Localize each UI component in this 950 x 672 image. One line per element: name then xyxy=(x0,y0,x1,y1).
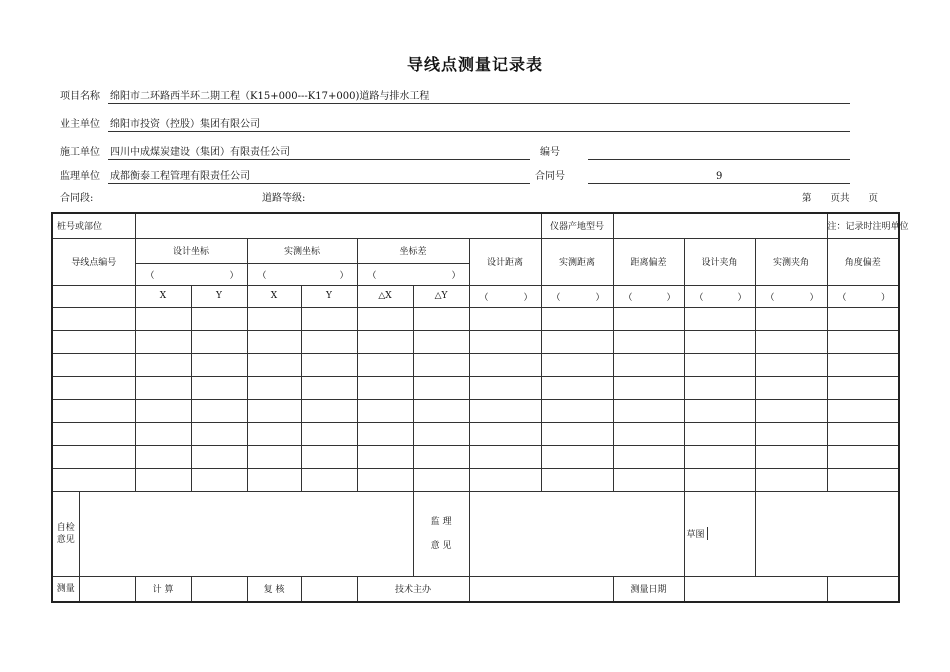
table-cell[interactable] xyxy=(52,445,135,468)
contract-no-label: 合同号 xyxy=(535,171,565,182)
contractor-label: 施工单位 xyxy=(60,147,100,158)
table-cell[interactable] xyxy=(191,422,247,445)
number-underline xyxy=(588,159,850,160)
supervisor-label: 监理单位 xyxy=(60,171,100,182)
table-cell[interactable] xyxy=(541,376,613,399)
point-no-blank xyxy=(52,285,135,307)
table-cell[interactable] xyxy=(413,353,469,376)
diff-x-label: △X xyxy=(357,285,413,307)
angle-dev-label: 角度偏差 xyxy=(827,238,899,285)
table-cell[interactable] xyxy=(413,399,469,422)
table-cell[interactable] xyxy=(52,422,135,445)
table-cell[interactable] xyxy=(52,399,135,422)
table-cell[interactable] xyxy=(357,353,413,376)
table-cell[interactable] xyxy=(541,422,613,445)
table-cell[interactable] xyxy=(827,445,899,468)
dist-dev-label: 距离偏差 xyxy=(613,238,684,285)
dist-dev-unit: （ ） xyxy=(613,285,684,307)
table-cell[interactable] xyxy=(191,376,247,399)
supervision-value[interactable] xyxy=(469,491,684,576)
table-cell[interactable] xyxy=(357,330,413,353)
table-cell[interactable] xyxy=(247,399,301,422)
table-cell[interactable] xyxy=(755,399,827,422)
header-row-1 xyxy=(52,238,899,263)
table-cell[interactable] xyxy=(755,330,827,353)
table-cell[interactable] xyxy=(755,353,827,376)
design-coord-unit: （ ） xyxy=(135,263,247,285)
calc-value[interactable] xyxy=(191,576,247,602)
table-cell[interactable] xyxy=(684,445,755,468)
table-cell[interactable] xyxy=(301,422,357,445)
design-y-label: Y xyxy=(191,285,247,307)
measured-y-label: Y xyxy=(301,285,357,307)
supervision-label: 监 理 意 见 xyxy=(413,491,469,576)
measured-x-label: X xyxy=(247,285,301,307)
measured-dist-unit: （ ） xyxy=(541,285,613,307)
table-cell[interactable] xyxy=(135,376,191,399)
sketch-label: 草图 xyxy=(685,527,708,540)
table-cell[interactable] xyxy=(247,468,301,491)
sketch-value[interactable] xyxy=(755,491,899,576)
table-cell[interactable] xyxy=(301,376,357,399)
table-cell[interactable] xyxy=(413,307,469,330)
table-cell[interactable] xyxy=(755,376,827,399)
table-cell[interactable] xyxy=(301,399,357,422)
table-cell[interactable] xyxy=(413,445,469,468)
road-grade-label: 道路等级: xyxy=(262,193,306,204)
table-cell[interactable] xyxy=(469,353,541,376)
table-row xyxy=(52,445,899,468)
owner-value: 绵阳市投资（控股）集团有限公司 xyxy=(110,119,260,130)
table-cell[interactable] xyxy=(413,468,469,491)
review-value[interactable] xyxy=(301,576,357,602)
table-cell[interactable] xyxy=(469,376,541,399)
station-value[interactable] xyxy=(135,213,541,238)
design-x-label: X xyxy=(135,285,191,307)
table-cell[interactable] xyxy=(684,422,755,445)
table-cell[interactable] xyxy=(469,307,541,330)
table-cell[interactable] xyxy=(191,399,247,422)
project-label: 项目名称 xyxy=(60,91,100,102)
station-label: 桩号或部位 xyxy=(52,213,135,238)
table-cell[interactable] xyxy=(52,353,135,376)
table-cell[interactable] xyxy=(613,468,684,491)
table-cell[interactable] xyxy=(684,468,755,491)
design-coord-label: 设计坐标 xyxy=(135,238,247,263)
measured-coord-label: 实测坐标 xyxy=(247,238,357,263)
table-cell[interactable] xyxy=(191,353,247,376)
table-cell[interactable] xyxy=(135,445,191,468)
table-cell[interactable] xyxy=(191,445,247,468)
table-cell[interactable] xyxy=(52,468,135,491)
design-angle-unit: （ ） xyxy=(684,285,755,307)
table-cell[interactable] xyxy=(301,445,357,468)
contractor-underline xyxy=(108,159,530,160)
supervisor-underline xyxy=(108,183,530,184)
table-cell[interactable] xyxy=(135,330,191,353)
measured-dist-label: 实测距离 xyxy=(541,238,613,285)
owner-label: 业主单位 xyxy=(60,119,100,130)
station-row xyxy=(52,213,899,238)
table-cell[interactable] xyxy=(469,422,541,445)
table-cell[interactable] xyxy=(755,445,827,468)
section-label: 合同段: xyxy=(60,193,94,204)
table-cell[interactable] xyxy=(247,376,301,399)
table-cell[interactable] xyxy=(135,422,191,445)
table-cell[interactable] xyxy=(52,376,135,399)
table-cell[interactable] xyxy=(541,307,613,330)
measured-coord-unit: （ ） xyxy=(247,263,357,285)
measure-date-value[interactable] xyxy=(684,576,827,602)
table-cell[interactable] xyxy=(684,399,755,422)
table-cell[interactable] xyxy=(357,445,413,468)
contractor-value: 四川中成煤炭建设（集团）有限责任公司 xyxy=(110,147,290,158)
supervisor-value: 成都衡泰工程管理有限责任公司 xyxy=(110,171,250,182)
table-cell[interactable] xyxy=(135,399,191,422)
table-row xyxy=(52,399,899,422)
table-cell[interactable] xyxy=(827,399,899,422)
contract-no-underline xyxy=(588,183,850,184)
table-cell[interactable] xyxy=(357,422,413,445)
table-cell[interactable] xyxy=(301,353,357,376)
number-label: 编号 xyxy=(540,147,560,158)
table-cell[interactable] xyxy=(301,468,357,491)
table-cell[interactable] xyxy=(52,307,135,330)
table-cell[interactable] xyxy=(135,307,191,330)
table-cell[interactable] xyxy=(191,468,247,491)
measure-value[interactable] xyxy=(79,576,135,602)
table-cell[interactable] xyxy=(247,330,301,353)
design-dist-unit: （ ） xyxy=(469,285,541,307)
coord-diff-label: 坐标差 xyxy=(357,238,469,263)
table-cell[interactable] xyxy=(469,468,541,491)
measured-angle-label: 实测夹角 xyxy=(755,238,827,285)
table-cell[interactable] xyxy=(541,399,613,422)
table-cell[interactable] xyxy=(541,353,613,376)
table-cell[interactable] xyxy=(613,330,684,353)
table-row xyxy=(52,376,899,399)
header-row-3 xyxy=(52,285,899,307)
table-cell[interactable] xyxy=(613,399,684,422)
table-cell[interactable] xyxy=(357,307,413,330)
design-angle-label: 设计夹角 xyxy=(684,238,755,285)
table-cell[interactable] xyxy=(684,353,755,376)
table-cell[interactable] xyxy=(413,422,469,445)
project-value: 绵阳市二环路西半环二期工程（K15+000---K17+000)道路与排水工程 xyxy=(110,91,430,102)
table-cell[interactable] xyxy=(613,445,684,468)
table-cell[interactable] xyxy=(541,445,613,468)
instrument-value[interactable] xyxy=(613,213,827,238)
sign-extra[interactable] xyxy=(827,576,899,602)
tech-lead-label: 技术主办 xyxy=(357,576,469,602)
page-label: 第 页共 页 xyxy=(802,193,879,204)
project-underline xyxy=(108,103,850,104)
diff-y-label: △Y xyxy=(413,285,469,307)
table-cell[interactable] xyxy=(52,330,135,353)
self-check-value[interactable] xyxy=(79,491,413,576)
table-cell[interactable] xyxy=(613,422,684,445)
table-row xyxy=(52,307,899,330)
design-dist-label: 设计距离 xyxy=(469,238,541,285)
table-cell[interactable] xyxy=(357,376,413,399)
calc-label: 计 算 xyxy=(135,576,191,602)
measure-label: 测量 xyxy=(52,576,79,602)
table-cell[interactable] xyxy=(191,307,247,330)
table-row xyxy=(52,468,899,491)
opinion-row xyxy=(52,491,899,576)
table-cell[interactable] xyxy=(541,468,613,491)
table-cell[interactable] xyxy=(827,353,899,376)
table-cell[interactable] xyxy=(469,330,541,353)
table-cell[interactable] xyxy=(684,307,755,330)
table-cell[interactable] xyxy=(827,330,899,353)
table-cell[interactable] xyxy=(357,468,413,491)
table-cell[interactable] xyxy=(755,307,827,330)
table-cell[interactable] xyxy=(613,376,684,399)
sketch-cell xyxy=(684,491,755,576)
survey-table xyxy=(51,212,909,603)
form-title: 导线点测量记录表 xyxy=(406,55,543,74)
coord-diff-unit: （ ） xyxy=(357,263,469,285)
table-cell[interactable] xyxy=(684,376,755,399)
table-cell[interactable] xyxy=(135,353,191,376)
table-cell[interactable] xyxy=(827,422,899,445)
instrument-label: 仪器产地型号 xyxy=(541,213,613,238)
tech-lead-value[interactable] xyxy=(469,576,613,602)
table-row xyxy=(52,353,899,376)
table-cell[interactable] xyxy=(613,353,684,376)
sign-row xyxy=(52,576,899,602)
note-label: 注：记录时注明单位 xyxy=(827,213,899,238)
table-cell[interactable] xyxy=(755,422,827,445)
table-cell[interactable] xyxy=(469,445,541,468)
table-cell[interactable] xyxy=(247,422,301,445)
review-label: 复 核 xyxy=(247,576,301,602)
table-cell[interactable] xyxy=(301,330,357,353)
table-cell[interactable] xyxy=(541,330,613,353)
table-cell[interactable] xyxy=(247,307,301,330)
table-row xyxy=(52,330,899,353)
table-cell[interactable] xyxy=(413,376,469,399)
table-cell[interactable] xyxy=(191,330,247,353)
table-cell[interactable] xyxy=(755,468,827,491)
table-cell[interactable] xyxy=(135,468,191,491)
point-no-label: 导线点编号 xyxy=(52,238,135,285)
table-cell[interactable] xyxy=(827,307,899,330)
table-cell[interactable] xyxy=(247,445,301,468)
table-cell[interactable] xyxy=(413,330,469,353)
table-cell[interactable] xyxy=(301,307,357,330)
self-check-label: 自检意见 xyxy=(52,491,79,576)
table-cell[interactable] xyxy=(469,399,541,422)
table-cell[interactable] xyxy=(684,330,755,353)
table-cell[interactable] xyxy=(357,399,413,422)
table-cell[interactable] xyxy=(827,376,899,399)
table-cell[interactable] xyxy=(613,307,684,330)
table-cell[interactable] xyxy=(827,468,899,491)
table-cell[interactable] xyxy=(247,353,301,376)
contract-no-value: 9 xyxy=(716,171,723,182)
owner-underline xyxy=(108,131,850,132)
angle-dev-unit: （ ） xyxy=(827,285,899,307)
measured-angle-unit: （ ） xyxy=(755,285,827,307)
table-row xyxy=(52,422,899,445)
measure-date-label: 测量日期 xyxy=(613,576,684,602)
